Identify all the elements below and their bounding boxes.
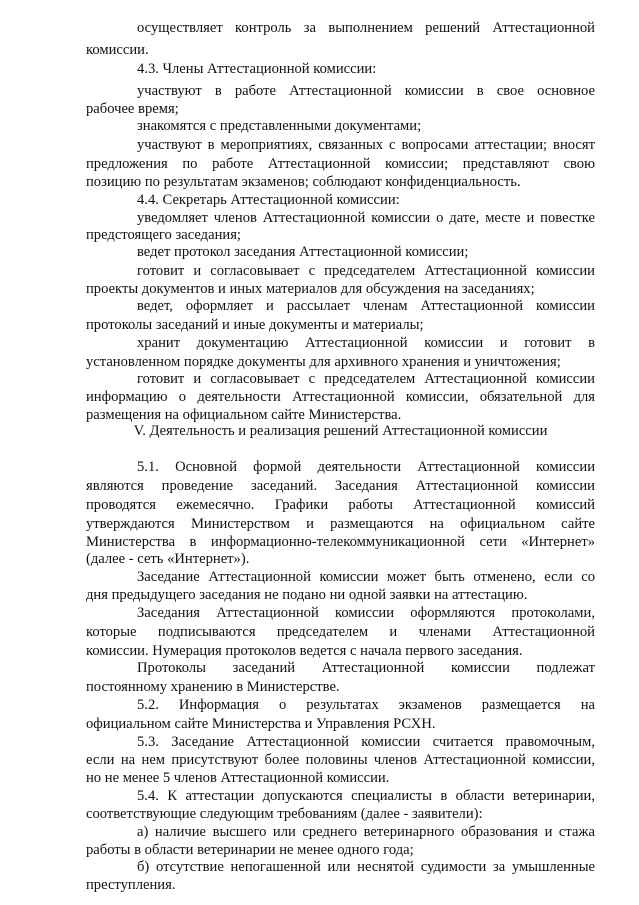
- text-line: участвуют в мероприятиях, связанных с вопросами аттестации; вносят: [137, 137, 595, 153]
- text-line: 4.3. Члены Аттестационной комиссии:: [137, 61, 377, 77]
- text-line: протоколы заседаний и иные документы и материалы;: [86, 317, 424, 333]
- text-line: информацию о деятельности Аттестационной комиссии, обязательной для: [86, 389, 595, 405]
- text-line: ведет, оформляет и рассылает членам Аттестационной комиссии: [137, 298, 595, 314]
- text-line: соответствующие следующим требованиям (далее - заявители):: [86, 806, 483, 822]
- text-line: б) отсутствие непогашенной или неснятой судимости за умышленные: [137, 859, 595, 875]
- text-line: Заседания Аттестационной комиссии оформляются протоколами,: [137, 605, 595, 621]
- text-line: 5.4. К аттестации допускаются специалисты в области ветеринарии,: [137, 788, 595, 804]
- text-line: знакомятся с представленными документами;: [137, 118, 422, 134]
- text-line: готовит и согласовывает с председателем Аттестационной комиссии: [137, 263, 595, 279]
- text-line: хранит документацию Аттестационной комиссии и готовит в: [137, 335, 595, 351]
- text-line: дня предыдущего заседания не подано ни одной заявки на аттестацию.: [86, 587, 528, 603]
- text-line: (далее - сеть «Интернет»).: [86, 551, 250, 567]
- text-line: 5.3. Заседание Аттестационной комиссии считается правомочным,: [137, 734, 595, 750]
- text-line: если на нем присутствуют более половины членов Аттестационной комиссии,: [86, 752, 595, 768]
- section-heading: V. Деятельность и реализация решений Аттестационной комиссии: [133, 423, 548, 439]
- text-line: комиссии. Нумерация протоколов ведется с начала первого заседания.: [86, 643, 523, 659]
- text-line: предстоящего заседания;: [86, 227, 241, 243]
- text-line: Заседание Аттестационной комиссии может быть отменено, если со: [137, 569, 595, 585]
- text-line: участвуют в работе Аттестационной комиссии в свое основное: [137, 83, 595, 99]
- text-line: размещения на официальном сайте Министерства.: [86, 407, 402, 423]
- text-line: ведет протокол заседания Аттестационной комиссии;: [137, 244, 469, 260]
- text-line: предложения по работе Аттестационной комиссии; представляют свою: [86, 156, 595, 172]
- text-line: но не менее 5 членов Аттестационной комиссии.: [86, 770, 390, 786]
- text-line: готовит и согласовывает с председателем Аттестационной комиссии: [137, 371, 595, 387]
- text-line: установленном порядке документы для архивного хранения и уничтожения;: [86, 354, 561, 370]
- text-line: осуществляет контроль за выполнением решений Аттестационной: [137, 20, 595, 36]
- text-line: работы в области ветеринарии не менее одного года;: [86, 842, 414, 858]
- text-line: постоянному хранению в Министерстве.: [86, 679, 340, 695]
- text-line: проводятся ежемесячно. Графики работы Аттестационной комиссий: [86, 497, 595, 513]
- text-line: уведомляет членов Аттестационной комиссии о дате, месте и повестке: [137, 210, 595, 226]
- text-line: 5.1. Основной формой деятельности Аттестационной комиссии: [137, 459, 595, 475]
- text-line: 5.2. Информация о результатах экзаменов размещается на: [137, 697, 595, 713]
- text-line: официальном сайте Министерства и Управления РСХН.: [86, 716, 436, 732]
- text-line: Министерства в информационно-телекоммуникационной сети «Интернет»: [86, 534, 595, 550]
- text-line: Протоколы заседаний Аттестационной комиссии подлежат: [137, 660, 595, 676]
- text-line: 4.4. Секретарь Аттестационной комиссии:: [137, 192, 400, 208]
- text-line: рабочее время;: [86, 101, 179, 117]
- text-line: являются проведение заседаний. Заседания Аттестационной комиссии: [86, 478, 595, 494]
- text-line: которые подписываются председателем и членами Аттестационной: [86, 624, 595, 640]
- text-line: комиссии.: [86, 42, 149, 58]
- text-line: позицию по результатам экзаменов; соблюдают конфиденциальность.: [86, 174, 521, 190]
- text-line: проекты документов и иных материалов для обсуждения на заседаниях;: [86, 281, 535, 297]
- text-line: преступления.: [86, 877, 176, 893]
- text-line: а) наличие высшего или среднего ветеринарного образования и стажа: [137, 824, 595, 840]
- text-line: утверждаются Министерством и размещаются на официальном сайте: [86, 516, 595, 532]
